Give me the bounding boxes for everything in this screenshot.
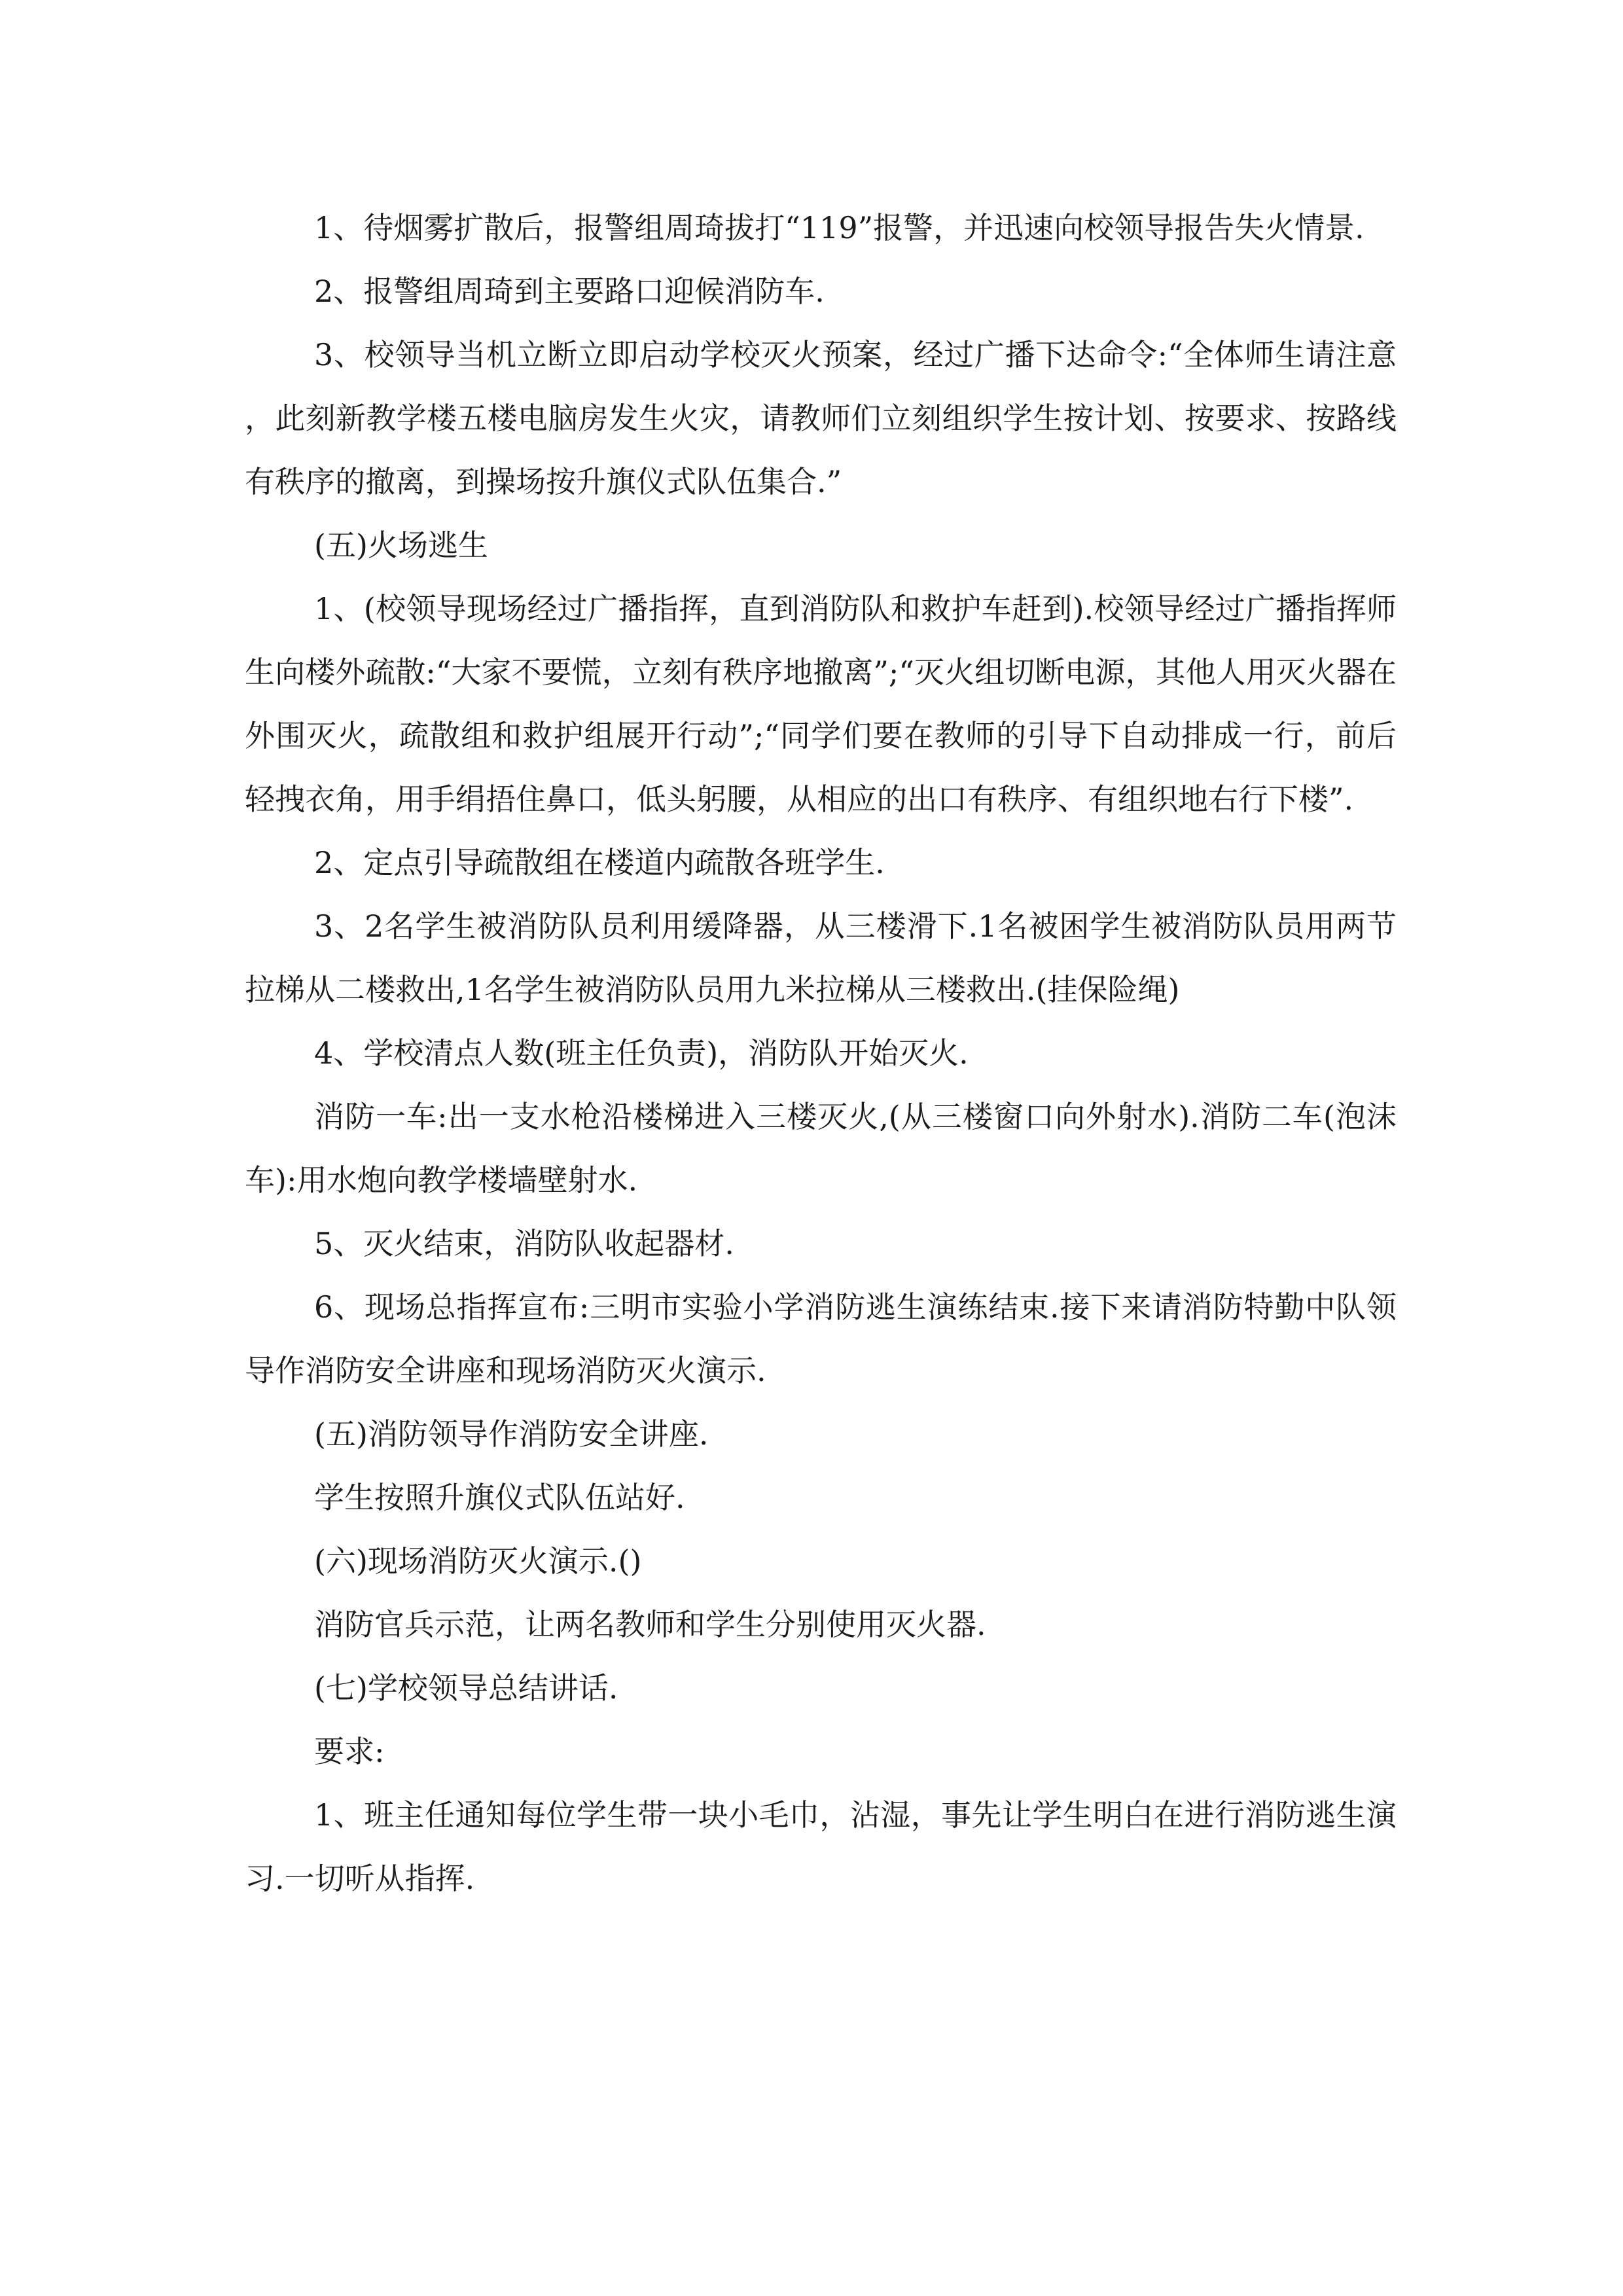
section-heading-requirements: 要求: — [314, 1734, 385, 1769]
paragraph-line-up: 学生按照升旗仪式队伍站好. — [314, 1480, 685, 1515]
paragraph-towel-requirement: 1、班主任通知每位学生带一块小毛巾，沾湿，事先让学生明白在进行消防逃生演习.一切听从指挥. — [245, 1797, 1397, 1896]
paragraph-meet-fire-truck: 2、报警组周琦到主要路口迎候消防车. — [314, 274, 825, 309]
section-heading-demo: (六)现场消防灭火演示.() — [314, 1543, 642, 1579]
paragraph-fire-trucks: 消防一车:出一支水枪沿楼梯进入三楼灭火,(从三楼窗口向外射水).消防二车(泡沫车):用水炮向教学楼墙壁射水. — [245, 1099, 1397, 1198]
document-body — [245, 196, 1397, 1910]
paragraph-stairway-evacuation: 2、定点引导疏散组在楼道内疏散各班学生. — [314, 845, 885, 880]
section-heading-safety-lecture: (五)消防领导作消防安全讲座. — [314, 1416, 709, 1452]
paragraph-headcount: 4、学校清点人数(班主任负责)，消防队开始灭火. — [314, 1035, 969, 1071]
paragraph-alarm-call: 1、待烟雾扩散后，报警组周琦拔打“119”报警，并迅速向校领导报告失火情景. — [314, 210, 1364, 245]
section-heading-fire-escape: (五)火场逃生 — [314, 528, 488, 563]
paragraph-broadcast-evacuation: 1、(校领导现场经过广播指挥，直到消防队和救护车赶到).校领导经过广播指挥师生向楼外疏散:“大家不要慌，立刻有秩序地撤离”;“灭火组切断电源，其他人用灭火器在外围灭火，疏散组和救护组展开行动”;“同学们要在教师的引导下自动排成一行，前后轻拽衣角，用手绢捂住鼻口，低头躬腰，从相应的出口有秩序、有组织地右行下楼”. — [245, 591, 1397, 817]
paragraph-drill-end: 6、现场总指挥宣布:三明市实验小学消防逃生演练结束.接下来请消防特勤中队领导作消防安全讲座和现场消防灭火演示. — [245, 1289, 1397, 1388]
paragraph-fire-out: 5、灭火结束，消防队收起器材. — [314, 1226, 734, 1261]
section-heading-summary: (七)学校领导总结讲话. — [314, 1670, 618, 1706]
paragraph-extinguisher-demo: 消防官兵示范，让两名教师和学生分别使用灭火器. — [314, 1607, 986, 1642]
paragraph-rescue: 3、2名学生被消防队员利用缓降器，从三楼滑下.1名被困学生被消防队员用两节拉梯从二楼救出,1名学生被消防队员用九米拉梯从三楼救出.(挂保险绳) — [245, 908, 1397, 1007]
paragraph-broadcast-order: 3、校领导当机立断立即启动学校灭火预案，经过广播下达命令:“全体师生请注意，此刻新教学楼五楼电脑房发生火灾，请教师们立刻组织学生按计划、按要求、按路线有秩序的撤离，到操场按升旗仪式队伍集合.” — [245, 337, 1397, 499]
